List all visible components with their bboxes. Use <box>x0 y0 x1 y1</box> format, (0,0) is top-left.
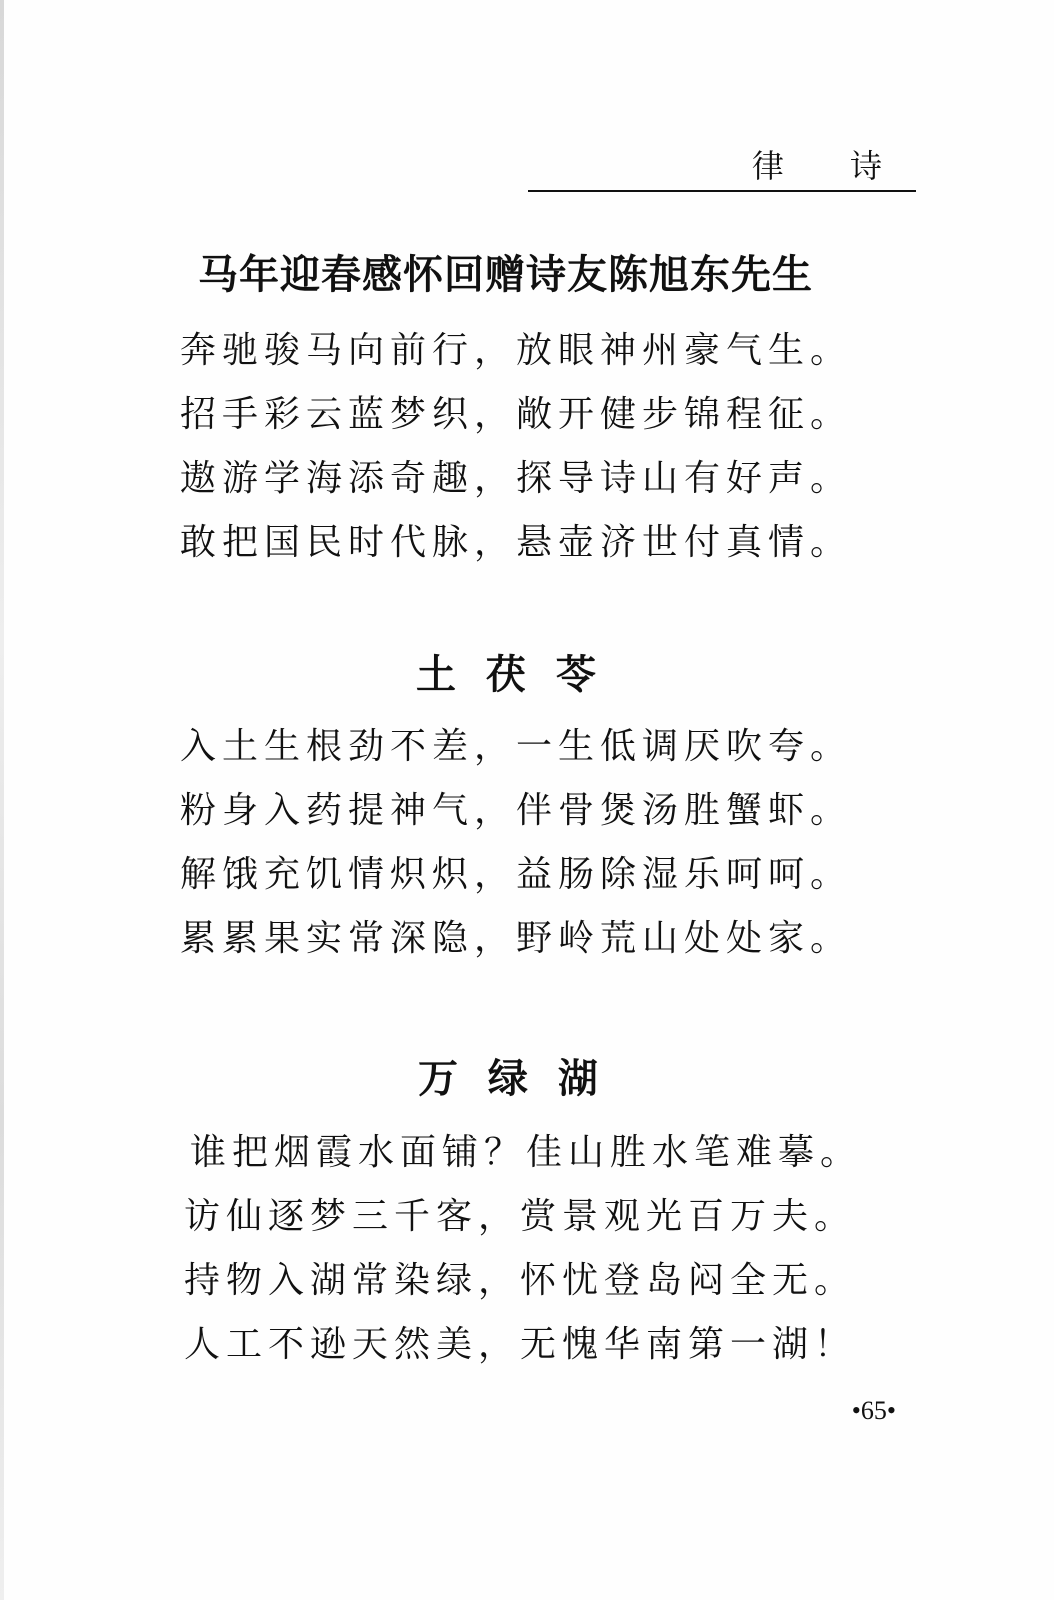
poem-line: 招手彩云蓝梦织，敞开健步锦程征。 <box>180 394 853 435</box>
poem-line: 谁把烟霞水面铺？佳山胜水笔难摹。 <box>190 1132 863 1173</box>
poem-line: 敢把国民时代脉，悬壶济世付真情。 <box>180 522 853 563</box>
poem-line: 粉身入药提神气，伴骨煲汤胜蟹虾。 <box>180 790 853 831</box>
poem-line: 奔驰骏马向前行，放眼神州豪气生。 <box>180 330 853 371</box>
page-number: •65• <box>851 1396 896 1425</box>
poem-line: 访仙逐梦三千客，赏景观光百万夫。 <box>184 1196 857 1237</box>
running-header <box>528 146 916 192</box>
poem-line: 持物入湖常染绿，怀忧登岛闷全无。 <box>184 1260 857 1301</box>
section-title: 律 诗 <box>751 147 910 185</box>
poem-line: 人工不逊天然美，无愧华南第一湖！ <box>184 1324 857 1365</box>
poem-line: 解饿充饥情炽炽，益肠除湿乐呵呵。 <box>180 854 853 895</box>
scan-edge <box>0 0 4 1600</box>
poem-line: 遨游学海添奇趣，探导诗山有好声。 <box>180 458 853 499</box>
poem-line: 累累果实常深隐，野岭荒山处处家。 <box>180 918 853 959</box>
poem-title: 马年迎春感怀回赠诗友陈旭东先生 <box>198 252 813 298</box>
poem-title: 土 茯 苓 <box>416 652 604 698</box>
poem-line: 入土生根劲不差，一生低调厌吹夸。 <box>180 726 853 767</box>
poem-title: 万 绿 湖 <box>418 1056 606 1102</box>
